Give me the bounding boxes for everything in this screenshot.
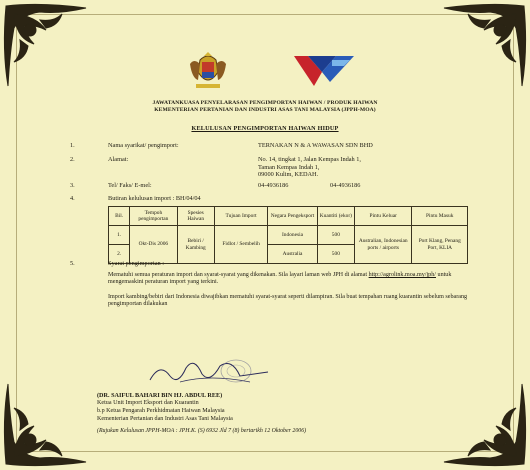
approval-details-label: Butiran kelulusan import : BH/04/04 bbox=[108, 195, 201, 202]
item-4-number: 4. bbox=[70, 195, 75, 202]
column-header: Negara Pengeksport bbox=[268, 207, 317, 226]
contact-label: Tel/ Faks/ E-mel: bbox=[108, 182, 152, 189]
item-2-number: 2. bbox=[70, 156, 75, 163]
ornament-corner-top-left bbox=[0, 0, 92, 92]
conditions-label: Syarat pengimportan : bbox=[108, 260, 164, 267]
table-cell: Australia bbox=[268, 245, 317, 264]
item-5-number: 5. bbox=[70, 260, 75, 267]
item-1-number: 1. bbox=[70, 142, 75, 149]
official-stamp-icon bbox=[218, 357, 254, 385]
address-line-3: 09000 Kulim, KEDAH. bbox=[258, 171, 319, 178]
column-header: Tempoh pengimportan bbox=[130, 207, 177, 226]
item-3-number: 3. bbox=[70, 182, 75, 189]
telephone-value: 04-4936186 bbox=[258, 182, 289, 189]
approval-reference: (Rujukan Kelulusan JPPH-MOA : JPH.K. (S) 6932 Jld 7 (8) bertarikh 12 Oktober 2006) bbox=[97, 428, 307, 434]
signatory-title-line-1: Ketua Unit Import Eksport dan Kuarantin bbox=[97, 400, 199, 406]
signatory-title-line-3: Kementerian Pertanian dan Industri Asas Tani Malaysia bbox=[97, 416, 233, 422]
column-header: Tujuan Import bbox=[214, 207, 267, 226]
column-header: Spesies Haiwan bbox=[177, 207, 214, 226]
condition-text: Mematuhi semua peraturan import dan syarat-syarat yang dikenakan. Sila layari laman web JPH di alamat bbox=[108, 272, 368, 278]
company-name: TERNAKAN N & A WAWASAN SDN BHD bbox=[258, 142, 373, 149]
malaysia-coat-of-arms-icon bbox=[186, 50, 230, 94]
condition-text: untuk mengemaskini peraturan import yang terkini. bbox=[108, 272, 452, 286]
table-cell: Port Klang, Penang Port, KLIA bbox=[412, 226, 468, 264]
import-permit-table bbox=[108, 206, 468, 264]
committee-name: JAWATANKUASA PENYELARASAN PENGIMPORTAN HAIWAN / PRODUK HAIWAN bbox=[152, 100, 378, 106]
table-header-row bbox=[109, 207, 468, 226]
table-row bbox=[109, 226, 468, 245]
table-cell: Okt-Dis 2006 bbox=[130, 226, 177, 264]
table-cell: Australian, Indonesian ports / airports bbox=[355, 226, 412, 264]
address-line-2: Taman Kempas Indah 1, bbox=[258, 164, 320, 171]
column-header: Pintu Keluar bbox=[355, 207, 412, 226]
ornament-corner-top-right bbox=[438, 0, 530, 92]
condition-paragraph-2: Import kambing/bebiri dari Indonesia diwajibkan mematuhi syarat-syarat seperti dilampiran. Sila buat tempahan ruang kuarantin sebelum sebarang pengimportan dilakukan bbox=[108, 294, 468, 308]
ministry-name: KEMENTERIAN PERTANIAN DAN INDUSTRI ASAS TANI MALAYSIA (JPPH-MOA) bbox=[154, 107, 376, 113]
handwritten-signature bbox=[140, 354, 280, 388]
column-header: Kuantiti (ekor) bbox=[317, 207, 354, 226]
document-title: KELULUSAN PENGIMPORTAN HAIWAN HIDUP bbox=[191, 125, 339, 132]
column-header: Bil. bbox=[109, 207, 130, 226]
ornament-corner-bottom-right bbox=[438, 378, 530, 470]
table-cell: 500 bbox=[317, 226, 354, 245]
table-cell: 1. bbox=[109, 226, 130, 245]
table-cell: 500 bbox=[317, 245, 354, 264]
company-label: Nama syarikat/ pengimport: bbox=[108, 142, 179, 149]
veterinary-department-logo-icon bbox=[292, 52, 356, 90]
column-header: Pintu Masuk bbox=[412, 207, 468, 226]
condition-paragraph-1 bbox=[108, 272, 470, 287]
table-cell: Fidlot / Sembelih bbox=[214, 226, 267, 264]
address-label: Alamat: bbox=[108, 156, 129, 163]
table-cell: 2. bbox=[109, 245, 130, 264]
fax-value: 04-4936186 bbox=[330, 182, 361, 189]
jph-website-link[interactable]: http://agrolink.moa.my/jph/ bbox=[368, 272, 436, 278]
ornament-corner-bottom-left bbox=[0, 378, 92, 470]
signatory-title-line-2: b.p Ketua Pengarah Perkhidmatan Haiwan Malaysia bbox=[97, 408, 225, 414]
table-cell: Indonesia bbox=[268, 226, 317, 245]
address-line-1: No. 14, tingkat 1, Jalan Kempas Indah 1, bbox=[258, 156, 362, 163]
table-cell: Bebiri / Kambing bbox=[177, 226, 214, 264]
signatory-name: (DR. SAIFUL BAHARI BIN HJ. ABDUL REE) bbox=[97, 392, 223, 399]
